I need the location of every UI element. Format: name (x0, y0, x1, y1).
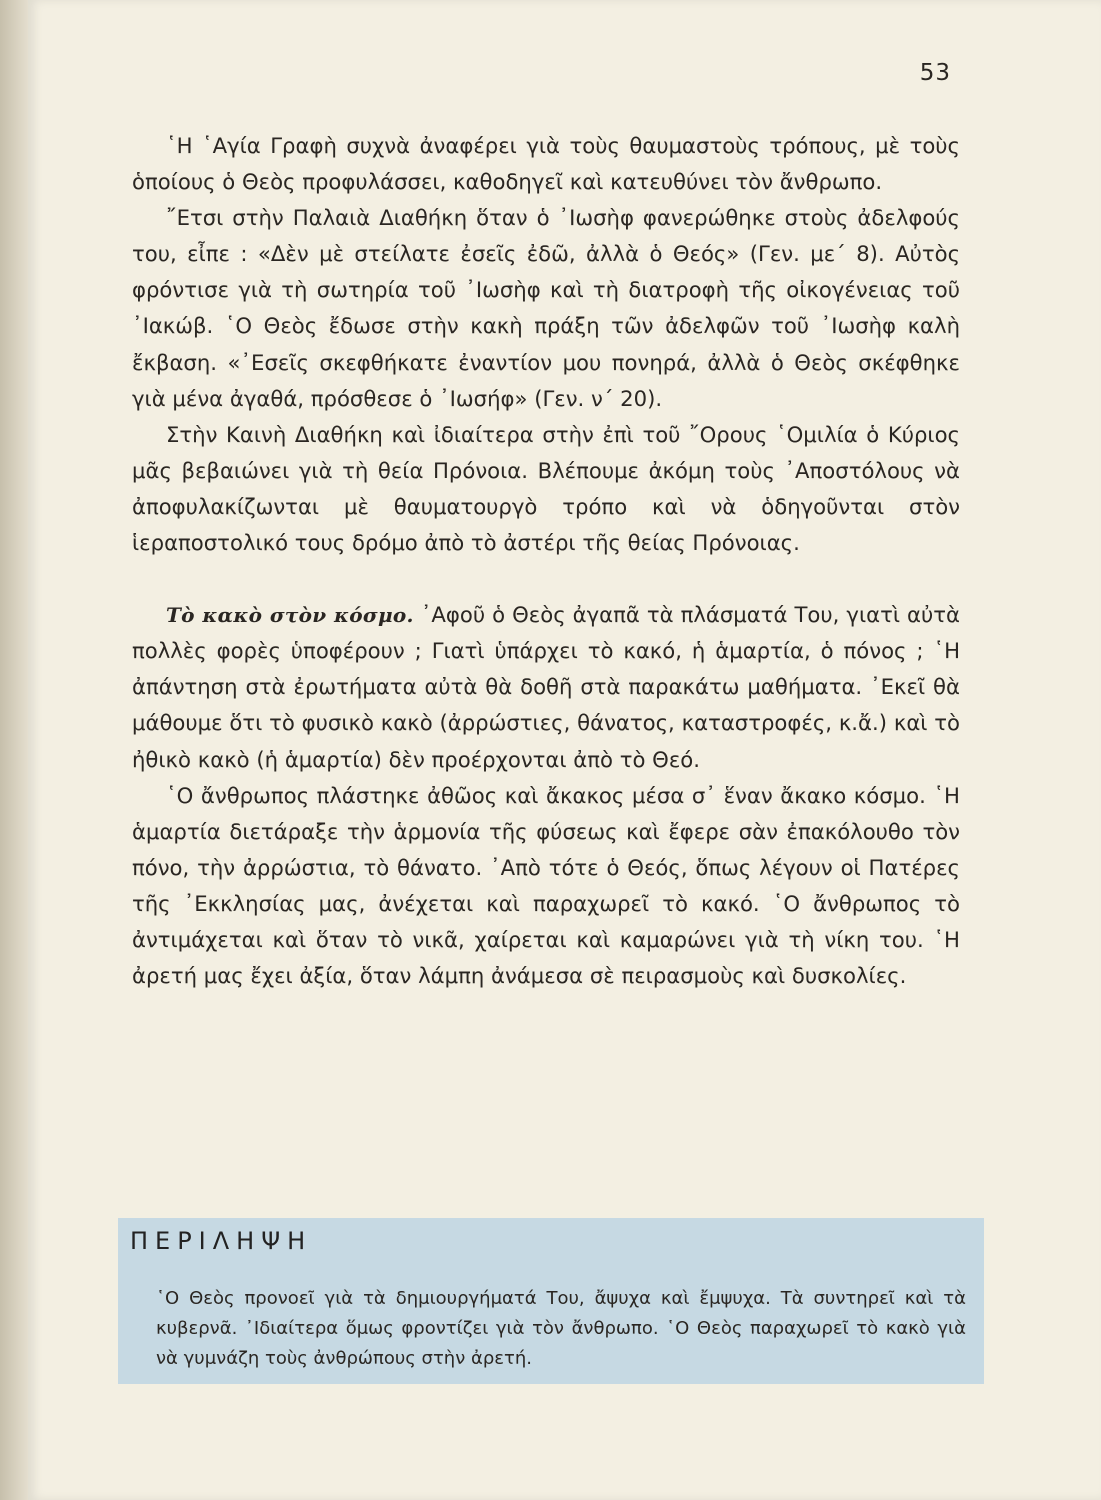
summary-heading: ΠΕΡΙΛΗΨΗ (130, 1227, 313, 1255)
section-text: ᾿Αφοῦ ὁ Θεὸς ἀγαπᾶ τὰ πλάσματά Του, γιατὶ αὐτὰ πολλὲς φορὲς ὑποφέρουν ; Γιατὶ ὑπάρχει τὸ κακό, ἡ ἁμαρτία, ὁ πόνος ; ῾Η ἀπάντηση στὰ ἐρωτήματα αὐτὰ θὰ δοθῆ στὰ παρακάτω μαθήματα. ᾿Εκεῖ θὰ μάθουμε ὅτι τὸ φυσικὸ κακὸ (ἀρρώστιες, θάνατος, καταστροφές, κ.ἄ.) καὶ τὸ ἠθικὸ κακὸ (ἡ ἁμαρτία) δὲν προέρχονται ἀπὸ τὸ Θεό. (132, 602, 960, 772)
book-binding (0, 0, 28, 1500)
paragraph-evil-in-world (132, 597, 960, 777)
page-number: 53 (919, 60, 951, 86)
body-text (132, 128, 960, 994)
paragraph-new-testament: Στὴν Καινὴ Διαθήκη καὶ ἰδιαίτερα στὴν ἐπὶ τοῦ ῎Ορους ῾Ομιλία ὁ Κύριος μᾶς βεβαιώνει γιὰ τὴ θεία Πρόνοια. Βλέπουμε ἀκόμη τοὺς ᾿Αποστόλους νὰ ἀποφυλακίζωνται μὲ θαυματουργὸ τρόπο καὶ νὰ ὁδηγοῦνται στὸν ἱεραποστολικό τους δρόμο ἀπὸ τὸ ἀστέρι τῆς θείας Πρόνοιας. (132, 421, 960, 556)
paragraph-old-testament: ῎Ετσι στὴν Παλαιὰ Διαθήκη ὅταν ὁ ᾿Ιωσὴφ φανερώθηκε στοὺς ἀδελφούς του, εἶπε : «Δὲν μὲ στείλατε ἐσεῖς ἐδῶ, ἀλλὰ ὁ Θεός» (Γεν. με΄ 8). Αὐτὸς φρόντισε γιὰ τὴ σωτηρία τοῦ ᾿Ιωσὴφ καὶ τὴ διατροφὴ τῆς οἰκογένειας τοῦ ᾿Ιακώβ. ῾Ο Θεὸς ἔδωσε στὴν κακὴ πράξη τῶν ἀδελφῶν τοῦ ᾿Ιωσὴφ καλὴ ἔκβαση. «᾿Εσεῖς σκεφθήκατε ἐναντίον μου πονηρά, ἀλλὰ ὁ Θεὸς σκέφθηκε γιὰ μένα ἀγαθά, πρόσθεσε ὁ ᾿Ιωσήφ» (Γεν. ν΄ 20). (132, 205, 960, 411)
paragraph-intro: ῾Η ῾Αγία Γραφὴ συχνὰ ἀναφέρει γιὰ τοὺς θαυμαστοὺς τρόπους, μὲ τοὺς ὁποίους ὁ Θεὸς προφυλάσσει, καθοδηγεῖ καὶ κατευθύνει τὸν ἄνθρωπο. (132, 133, 960, 195)
paragraph-man-created: ῾Ο ἄνθρωπος πλάστηκε ἀθῶος καὶ ἄκακος μέσα σ᾿ ἕναν ἄκακο κόσμο. ῾Η ἁμαρτία διετάραξε τὴν ἁρμονία τῆς φύσεως καὶ ἔφερε σὰν ἐπακόλουθο τὸν πόνο, τὴν ἀρρώστια, τὸ θάνατο. ᾿Απὸ τότε ὁ Θεός, ὅπως λέγουν οἱ Πατέρες τῆς ᾿Εκκλησίας μας, ἀνέχεται καὶ παραχωρεῖ τὸ κακό. ῾Ο ἄνθρωπος τὸ ἀντιμάχεται καὶ ὅταν τὸ νικᾶ, χαίρεται καὶ καμαρώνει γιὰ τὴ νίκη του. ῾Η ἀρετή μας ἔχει ἀξία, ὅταν λάμπη ἀνάμεσα σὲ πειρασμοὺς καὶ δυσκολίες. (132, 782, 960, 989)
summary-text: ῾Ο Θεὸς προνοεῖ γιὰ τὰ δημιουργήματά Του, ἄψυχα καὶ ἔμψυχα. Τὰ συντηρεῖ καὶ τὰ κυβερνᾶ. ᾿Ιδιαίτερα ὅμως φροντίζει γιὰ τὸν ἄνθρωπο. ῾Ο Θεὸς παραχωρεῖ τὸ κακὸ γιὰ νὰ γυμνάζη τοὺς ἀνθρώπους στὴν ἀρετή. (156, 1288, 966, 1369)
section-title: Τὸ κακὸ στὸν κόσμο. (166, 603, 414, 628)
